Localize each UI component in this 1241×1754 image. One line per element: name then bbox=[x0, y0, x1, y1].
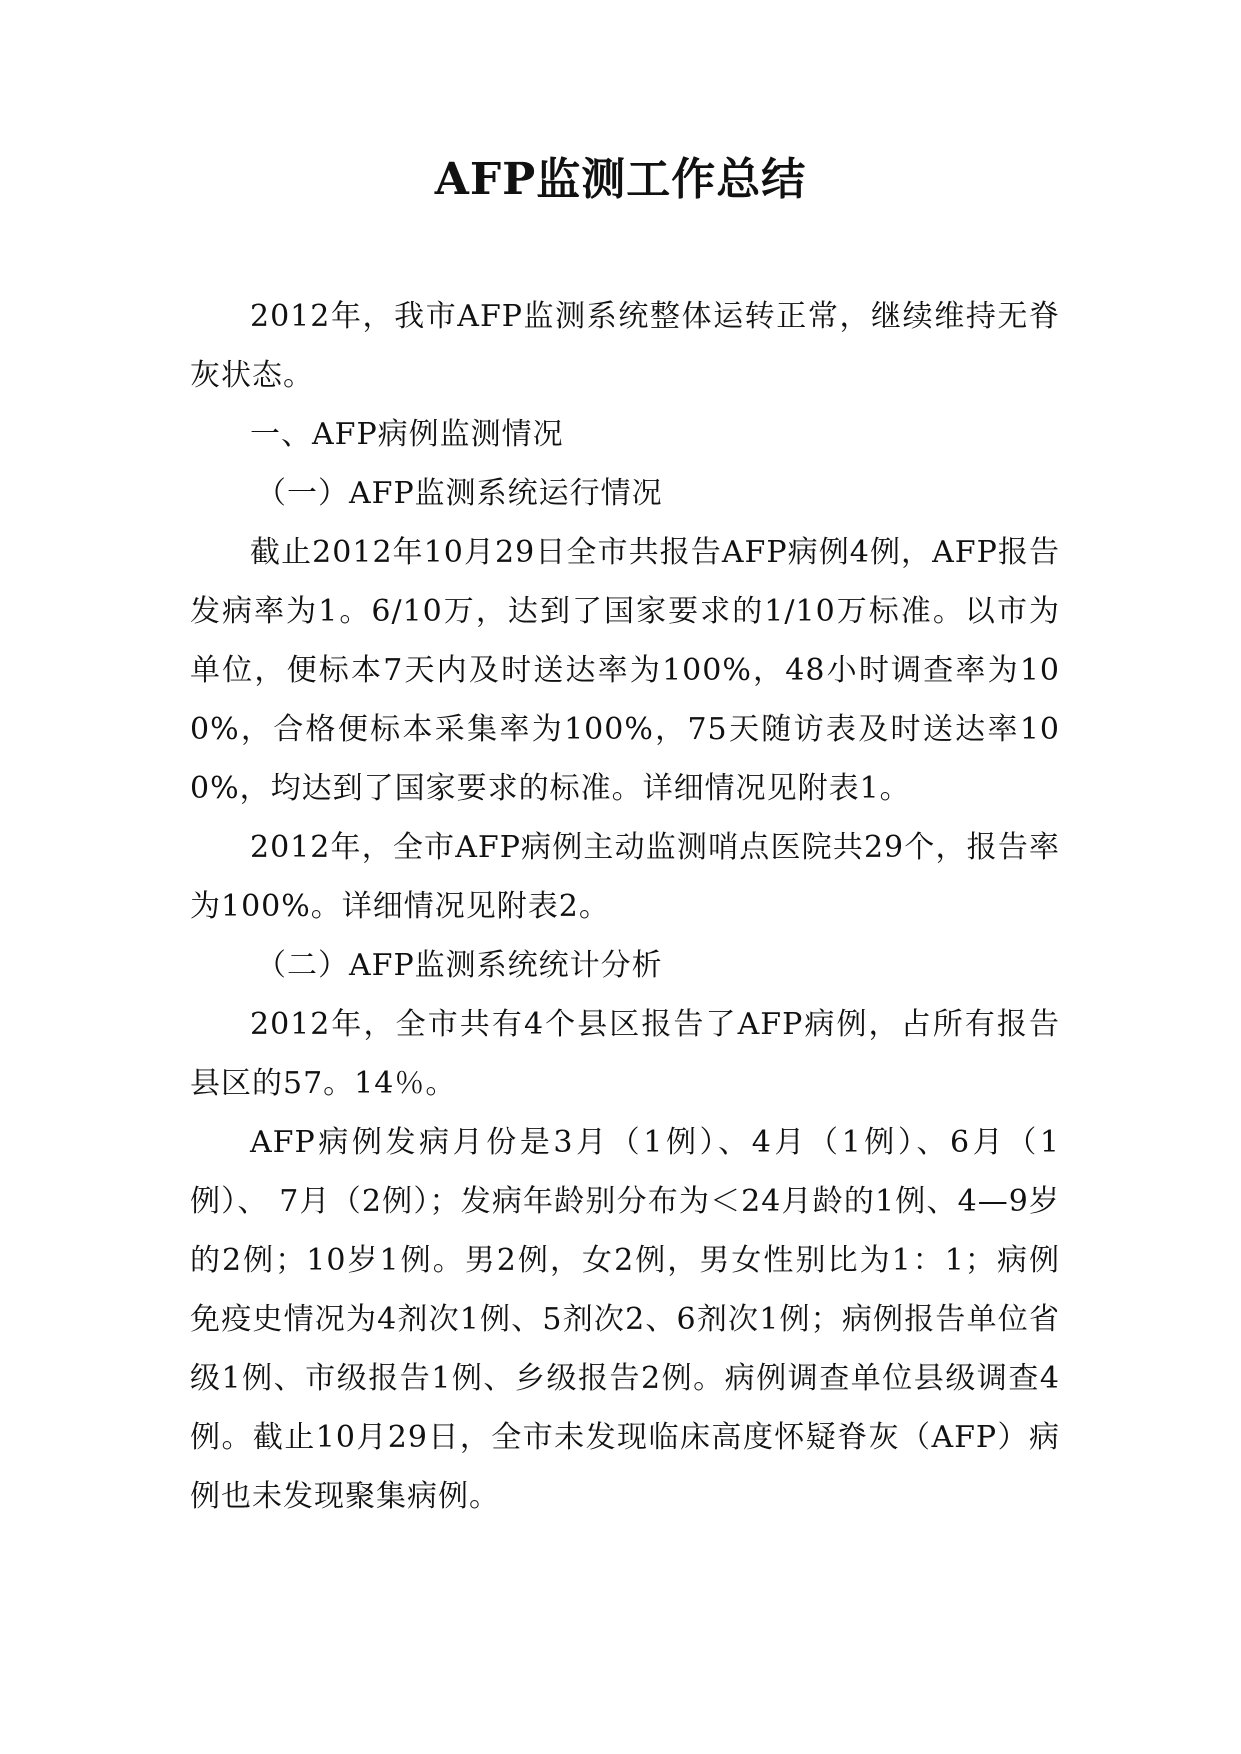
paragraph-case-distribution: AFP病例发病月份是3月（1例）、4月（1例）、6月（1例）、 7月（2例）；发病年龄别分布为＜24月龄的1例、4—9岁的2例；10岁1例。男2例，女2例，男女性别比为1：1；病例免疫史情况为4剂次1例、5剂次2、6剂次1例；病例报告单位省级1例、市级报告1例、乡级报告2例。病例调查单位县级调查4例。截止10月29日，全市未发现临床高度怀疑脊灰（AFP）病例也未发现聚集病例。 bbox=[190, 1125, 1060, 1514]
section-heading-1: 一、AFP病例监测情况 bbox=[250, 417, 564, 452]
paragraph-sentinel-hospitals: 2012年，全市AFP病例主动监测哨点医院共29个，报告率为100%。详细情况见附表2。 bbox=[190, 830, 1060, 924]
subsection-heading-2: （二）AFP监测系统统计分析 bbox=[256, 948, 663, 983]
paragraph-county-reports: 2012年，全市共有4个县区报告了AFP病例，占所有报告县区的57。14％。 bbox=[190, 1007, 1060, 1101]
document-body bbox=[190, 287, 1060, 1526]
paragraph-system-operation: 截止2012年10月29日全市共报告AFP病例4例，AFP报告发病率为1。6/10万，达到了国家要求的1/10万标准。以市为单位，便标本7天内及时送达率为100%，48小时调查率为100%，合格便标本采集率为100%，75天随访表及时送达率100%，均达到了国家要求的标准。详细情况见附表1。 bbox=[190, 535, 1060, 806]
subsection-heading-1: （一）AFP监测系统运行情况 bbox=[256, 476, 663, 511]
document-title: AFP监测工作总结 bbox=[434, 154, 807, 205]
paragraph-intro: 2012年，我市AFP监测系统整体运转正常，继续维持无脊灰状态。 bbox=[190, 299, 1060, 393]
